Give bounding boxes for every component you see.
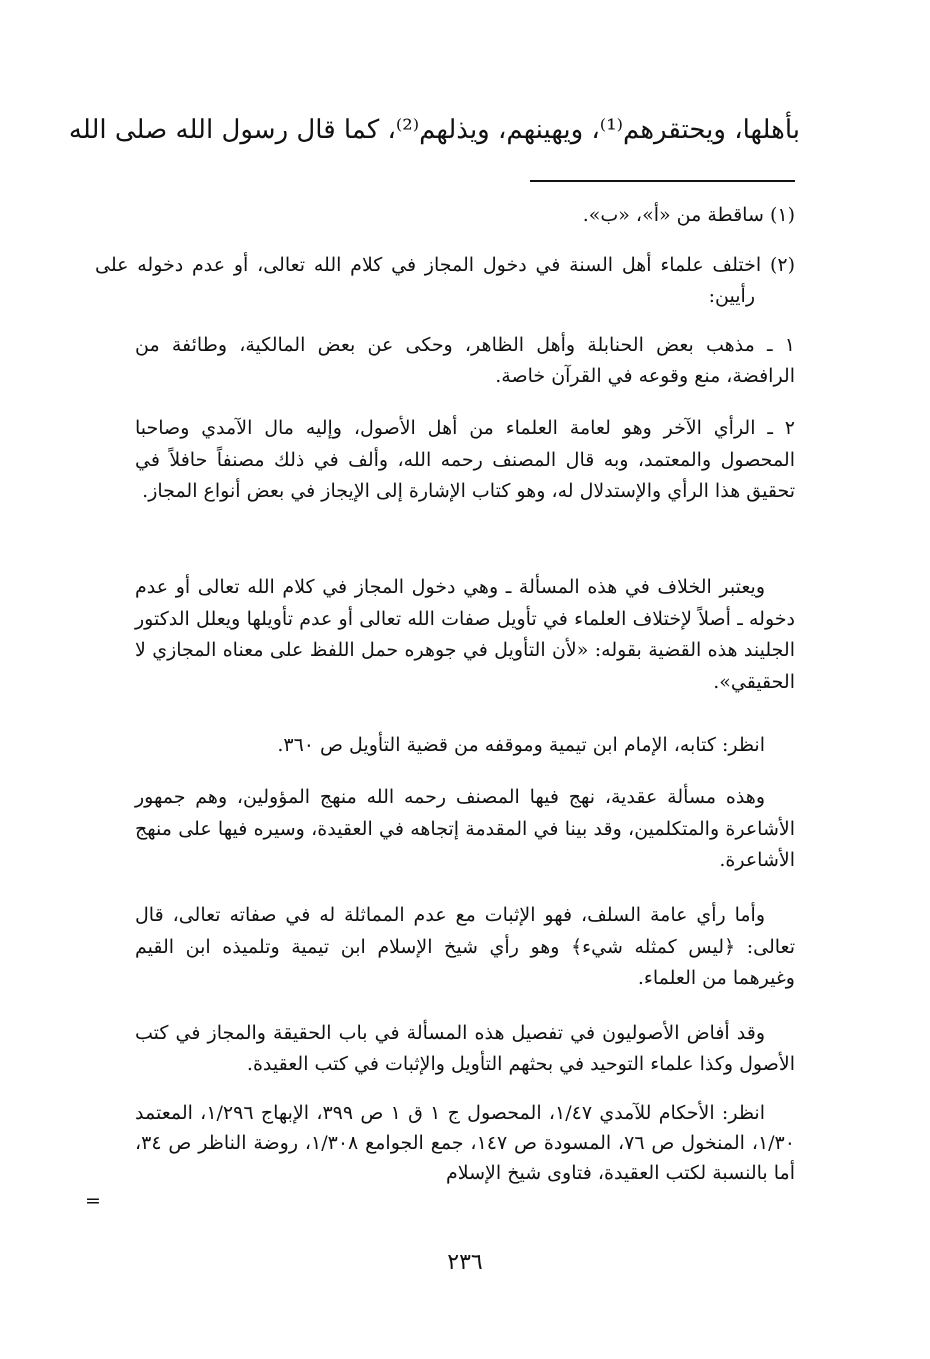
footnote-paragraph: ويعتبر الخلاف في هذه المسألة ـ وهي دخول المجاز في كلام الله تعالى أو عدم دخوله ـ أصلاً لإختلاف العلماء في تأويل صفات الله تعالى أو عدم تأويلها ويعلل الدكتور الجليند هذه القضية بقوله: «لأن التأويل في جوهره حمل اللفظ على معناه المجازي لا الحقيقي». [135, 576, 795, 693]
footnote-number: (٢) [769, 254, 795, 276]
footnote-paragraph: وقد أفاض الأصوليون في تفصيل هذه المسألة في باب الحقيقة والمجاز في كتب الأصول وكذا علماء التوحيد في بحثهم التأويل والإثبات في كتب العقيدة. [135, 1022, 795, 1075]
footnote-paragraph: انظر: كتابه، الإمام ابن تيمية وموقفه من قضية التأويل ص ٣٦٠. [277, 734, 765, 756]
footnote-paragraph: وهذه مسألة عقدية، نهج فيها المصنف رحمه الله منهج المؤولين، وهم جمهور الأشاعرة والمتكلمين، وقد بينا في المقدمة إتجاهه في العقيدة، وسيره فيها على منهج الأشاعرة. [135, 786, 795, 871]
footnote-text: اختلف علماء أهل السنة في دخول المجاز في كلام الله تعالى، أو عدم دخوله على رأيين: [95, 254, 762, 307]
continuation-mark: = [85, 1190, 101, 1212]
footnote-number: (١) [769, 204, 795, 226]
footnote-paragraph: ١ ـ مذهب بعض الحنابلة وأهل الظاهر، وحكى عن بعض المالكية، وطائفة من الرافضة، منع وقوعه في القرآن خاصة. [135, 334, 795, 387]
footnote-paragraph: وأما رأي عامة السلف، فهو الإثبات مع عدم المماثلة له في صفاته تعالى، قال تعالى: ﴿ليس كمثله شيء﴾ وهو رأي شيخ الإسلام ابن تيمية وتلميذه ابن القيم وغيرهما من العلماء. [135, 904, 795, 989]
main-text-line: بأهلها، ويحتقرهم⁽¹⁾، ويهينهم، ويذلهم⁽²⁾، كما قال رسول الله صلى الله [68, 115, 800, 145]
footnote-separator [530, 180, 795, 182]
footnote-1 [95, 200, 795, 231]
page-number: ٢٣٦ [447, 1250, 483, 1275]
footnote-text: ساقطة من «أ»، «ب». [582, 204, 764, 226]
footnote-paragraph: ٢ ـ الرأي الآخر وهو لعامة العلماء من أهل الأصول، وإليه مال الآمدي وصاحبا المحصول والمعتمد، وبه قال المصنف رحمه الله، وألف في ذلك مصنفاً حافلاً في تحقيق هذا الرأي والإستدلال له، وهو كتاب الإشارة إلى الإيجاز في بعض أنواع المجاز. [135, 417, 795, 502]
footnote-paragraph: انظر: الأحكام للآمدي ١/٤٧، المحصول ج ١ ق ١ ص ٣٩٩، الإبهاج ١/٢٩٦، المعتمد ١/٣٠، المنخول ص ٧٦، المسودة ص ١٤٧، جمع الجوامع ١/٣٠٨، روضة الناظر ص ٣٤، أما بالنسبة لكتب العقيدة، فتاوى شيخ الإسلام [135, 1102, 795, 1184]
footnote-2 [95, 250, 795, 312]
